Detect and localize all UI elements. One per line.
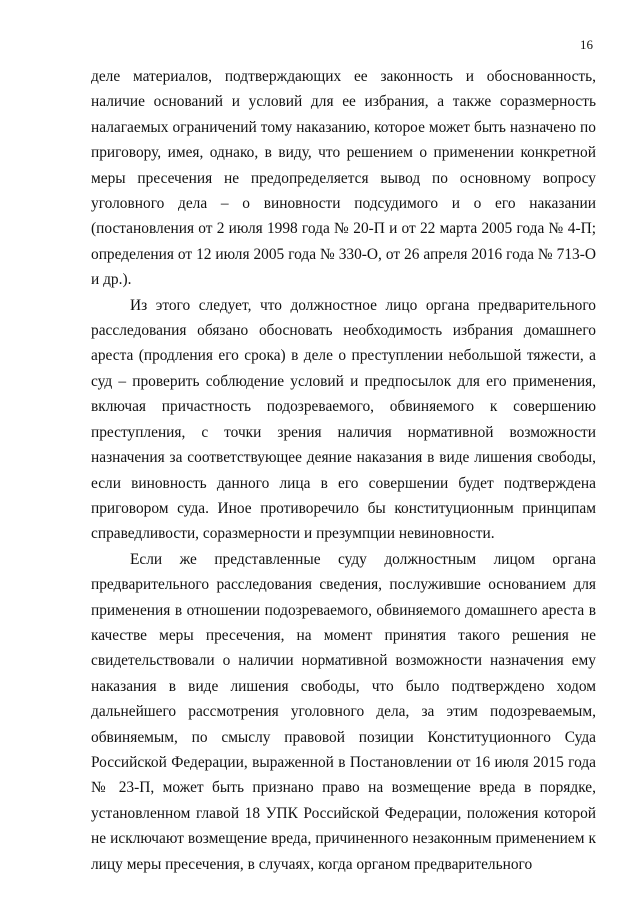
page-number: 16 — [580, 37, 593, 52]
document-body — [91, 64, 596, 877]
paragraph-compensation: Если же представленные суду должностным лицом органа предварительного расследования сведения, послужившие основанием для применения в отношении подозреваемого, обвиняемого домашнего ареста в качестве меры пресечения, на момент принятия такого решения не свидетельствовали о наличии нормативной возможности назначения ему наказания в виде лишения свободы, что было подтверждено ходом дальнейшего рассмотрения уголовного дела, за этим подозреваемым, обвиняемым, по смыслу правовой позиции Конституционного Суда Российской Федерации, выраженной в Постановлении от 16 июля 2015 года № 23-П, может быть признано право на возмещение вреда в порядке, установленном главой 18 УПК Российской Федерации, положения которой не исключают возмещение вреда, причиненного незаконным применением к лицу меры пресечения, в случаях, когда органом предварительного — [91, 550, 596, 873]
paragraph-conclusion: Из этого следует, что должностное лицо органа предварительного расследования обязано обосновать необходимость избрания домашнего ареста (продления его срока) в деле о преступлении небольшой тяжести, а суд – проверить соблюдение условий и предпосылок для его применения, включая причастность подозреваемого, обвиняемого к совершению преступления, с точки зрения наличия нормативной возможности назначения за соответствующее деяние наказания в виде лишения свободы, если виновность данного лица в его совершении будет подтверждена приговором суда. Иное противоречило бы конституционным принципам справедливости, соразмерности и презумпции невиновности. — [91, 296, 596, 543]
paragraph-continuation: деле материалов, подтверждающих ее законность и обоснованность, наличие оснований и условий для ее избрания, а также соразмерность налагаемых ограничений тому наказанию, которое может быть назначено по приговору, имея, однако, в виду, что решением о применении конкретной меры пресечения не предопределяется вывод по основному вопросу уголовного дела – о виновности подсудимого и о его наказании (постановления от 2 июля 1998 года № 20-П и от 22 марта 2005 года № 4-П; определения от 12 июля 2005 года № 330-О, от 26 апреля 2016 года № 713-О и др.). — [91, 68, 596, 289]
